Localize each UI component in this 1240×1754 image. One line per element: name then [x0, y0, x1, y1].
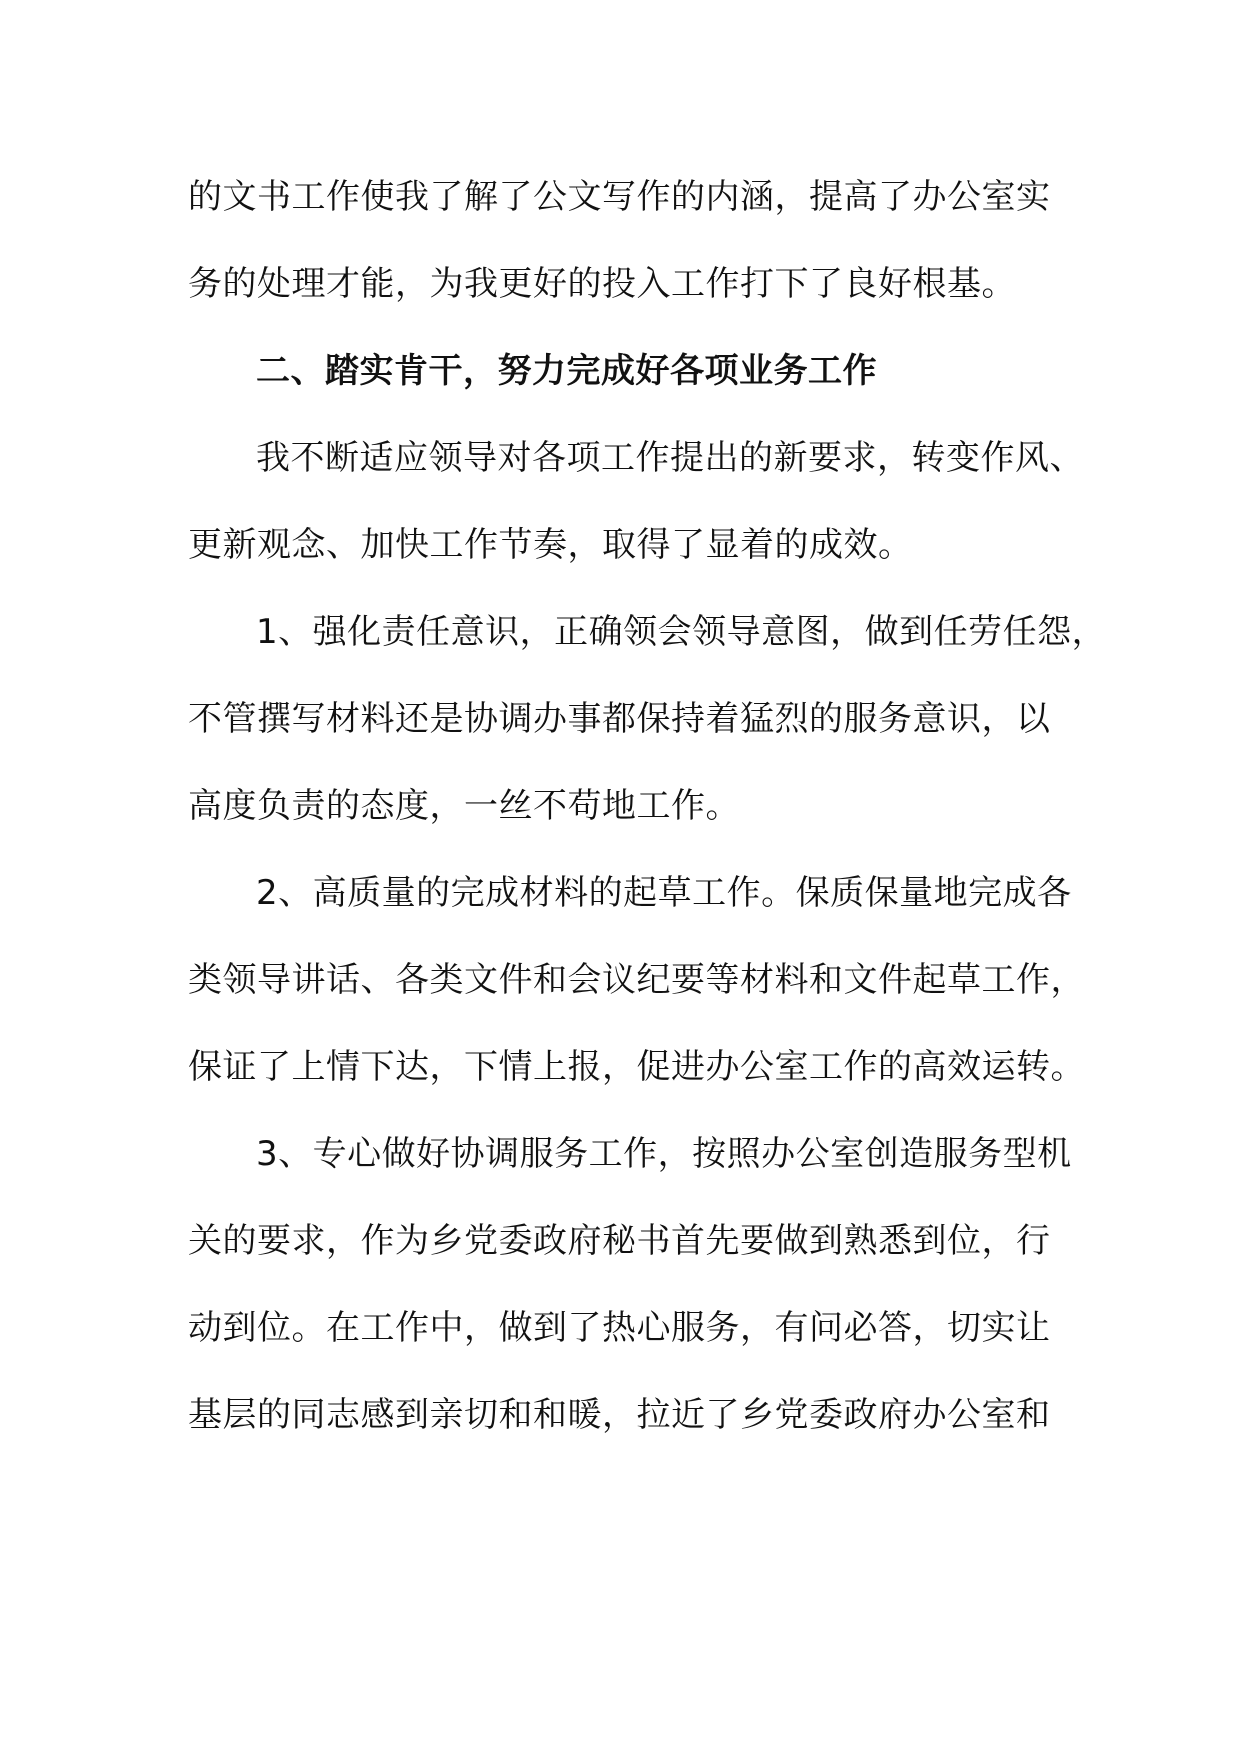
text-line: 的文书工作使我了解了公文写作的内涵，提高了办公室实 — [188, 177, 1051, 217]
text-line: 务的处理才能，为我更好的投入工作打下了良好根基。 — [188, 264, 1016, 304]
text-line: 不管撰写材料还是协调办事都保持着猛烈的服务意识，以 — [188, 699, 1051, 739]
list-item-3: 3、专心做好协调服务工作，按照办公室创造服务型机 — [256, 1134, 1072, 1174]
list-item-1: 1、强化责任意识，正确领会领导意图，做到任劳任怨， — [256, 612, 1107, 652]
text-line: 类领导讲话、各类文件和会议纪要等材料和文件起草工作， — [188, 960, 1085, 1000]
text-line: 高度负责的态度，一丝不苟地工作。 — [188, 786, 740, 826]
text-line: 保证了上情下达，下情上报，促进办公室工作的高效运转。 — [188, 1047, 1085, 1087]
text-line: 动到位。在工作中，做到了热心服务，有问必答，切实让 — [188, 1308, 1051, 1348]
text-line: 关的要求，作为乡党委政府秘书首先要做到熟悉到位，行 — [188, 1221, 1051, 1261]
text-line: 更新观念、加快工作节奏，取得了显着的成效。 — [188, 525, 913, 565]
paragraph-start: 我不断适应领导对各项工作提出的新要求，转变作风、 — [256, 438, 1084, 478]
list-item-2: 2、高质量的完成材料的起草工作。保质保量地完成各 — [256, 873, 1072, 913]
text-line: 基层的同志感到亲切和和暖，拉近了乡党委政府办公室和 — [188, 1395, 1051, 1435]
section-heading: 二、踏实肯干，努力完成好各项业务工作 — [256, 351, 877, 391]
